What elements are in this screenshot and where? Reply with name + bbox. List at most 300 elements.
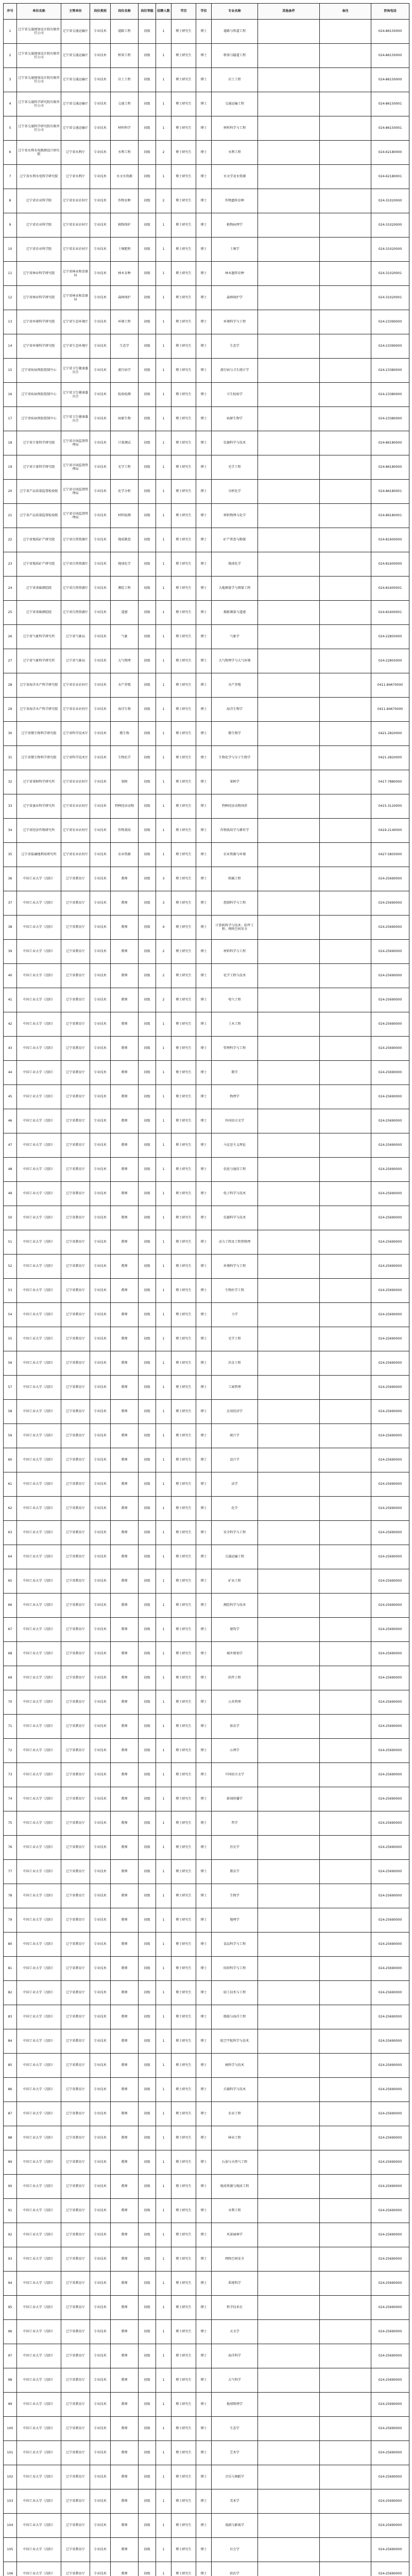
table-cell: 博士	[196, 2514, 212, 2538]
table-row	[4, 940, 409, 964]
table-cell: 93	[4, 2247, 17, 2272]
table-cell	[258, 2029, 320, 2054]
table-cell: 024-25690000	[371, 940, 409, 964]
table-cell: 天文学	[212, 2320, 258, 2344]
table-cell: 博士	[196, 916, 212, 940]
table-cell: 1	[156, 383, 171, 407]
table-cell: 博士	[196, 334, 212, 359]
table-cell: 1	[156, 262, 171, 286]
table-cell: 物理学	[212, 1085, 258, 1109]
table-cell: 博士	[196, 1860, 212, 1884]
table-cell	[258, 819, 320, 843]
table-cell: 辽宁省卫生健康委员会	[61, 383, 90, 407]
table-cell: 果树学	[212, 770, 258, 794]
table-cell: 博士研究生	[171, 1279, 196, 1303]
table-cell: 初级	[139, 528, 156, 552]
table-cell	[320, 1933, 371, 1957]
table-row	[4, 1206, 409, 1230]
table-cell: 21	[4, 504, 17, 528]
table-cell: 博士	[196, 116, 212, 141]
table-row	[4, 1739, 409, 1763]
table-cell: 辽宁省交通运输厅	[61, 44, 90, 68]
table-cell	[258, 1690, 320, 1715]
table-cell: 初级	[139, 1715, 156, 1739]
table-cell: 专业技术	[90, 2417, 111, 2441]
table-cell: 中国工业大学（沈阳）	[17, 940, 61, 964]
table-cell: 初级	[139, 770, 156, 794]
table-cell	[258, 1642, 320, 1666]
table-cell: 辽宁省市场监督管理局	[61, 480, 90, 504]
table-cell: 博士研究生	[171, 383, 196, 407]
table-cell: 78	[4, 1884, 17, 1908]
table-cell: 专业技术	[90, 2175, 111, 2199]
table-cell: 教师	[111, 1836, 139, 1860]
table-cell	[258, 2320, 320, 2344]
table-cell: 66	[4, 1594, 17, 1618]
table-cell: 博士	[196, 359, 212, 383]
table-cell: 专业技术	[90, 1255, 111, 1279]
table-cell: 1	[156, 1908, 171, 1933]
table-cell: 博士	[196, 2441, 212, 2465]
table-cell: 政治学	[212, 2562, 258, 2576]
table-cell: 辽宁省海洋水产科学研究院	[17, 673, 61, 698]
table-cell: 辽宁省交通运输厅	[61, 20, 90, 44]
table-cell: 024-25690000	[371, 1109, 409, 1133]
table-cell: 辽宁省蚕业科学研究所	[17, 794, 61, 819]
table-cell	[258, 649, 320, 673]
table-cell: 测绘科学与技术	[212, 1594, 258, 1618]
table-cell	[320, 1763, 371, 1787]
table-cell	[258, 940, 320, 964]
table-cell: 54	[4, 1303, 17, 1327]
table-cell	[258, 867, 320, 891]
table-cell: 中国工业大学（沈阳）	[17, 2489, 61, 2514]
table-cell: 初级	[139, 1811, 156, 1836]
table-cell: 中国语言文学	[212, 1763, 258, 1787]
table-cell: 博士	[196, 68, 212, 92]
table-cell: 博士研究生	[171, 44, 196, 68]
table-cell	[320, 867, 371, 891]
table-row	[4, 843, 409, 867]
table-cell: 024-25690000	[371, 1497, 409, 1521]
table-cell: 博士研究生	[171, 116, 196, 141]
table-row	[4, 2514, 409, 2538]
table-cell: 博士研究生	[171, 1884, 196, 1908]
table-cell	[258, 1255, 320, 1279]
table-cell: 19	[4, 455, 17, 480]
table-cell: 博士	[196, 1787, 212, 1811]
table-cell	[320, 1836, 371, 1860]
table-cell	[320, 649, 371, 673]
table-cell: 1	[156, 68, 171, 92]
table-cell: 初级	[139, 1376, 156, 1400]
table-cell: 体育学	[212, 1715, 258, 1739]
table-cell: 初级	[139, 238, 156, 262]
table-cell: 土木工程	[212, 1012, 258, 1037]
table-cell: 博士	[196, 2344, 212, 2368]
table-cell: 024-25690000	[371, 1642, 409, 1666]
table-cell: 辽宁省交通规划设计院有限责任公司	[17, 68, 61, 92]
table-cell: 专业技术	[90, 1908, 111, 1933]
table-cell	[320, 625, 371, 649]
table-cell: 1	[156, 2223, 171, 2247]
table-cell: 中国工业大学（沈阳）	[17, 1012, 61, 1037]
table-cell: 辽宁省农业科学院	[17, 213, 61, 238]
table-cell: 中国工业大学（沈阳）	[17, 2005, 61, 2029]
table-cell	[258, 2417, 320, 2441]
table-row	[4, 68, 409, 92]
table-cell: 博士研究生	[171, 528, 196, 552]
table-cell	[258, 1521, 320, 1545]
table-cell	[320, 165, 371, 189]
table-cell: 音乐与舞蹈学	[212, 2465, 258, 2489]
table-cell: 49	[4, 1182, 17, 1206]
table-cell: 初级	[139, 2102, 156, 2126]
table-cell: 博士研究生	[171, 891, 196, 916]
table-row	[4, 1061, 409, 1085]
table-cell: 辽宁省教育厅	[61, 1545, 90, 1569]
table-cell	[320, 2199, 371, 2223]
table-cell: 博士	[196, 673, 212, 698]
table-cell	[320, 1472, 371, 1497]
table-cell: 专业技术	[90, 2368, 111, 2393]
table-cell: 初级	[139, 20, 156, 44]
table-cell: 024-25690000	[371, 1763, 409, 1787]
table-cell: 教师	[111, 1279, 139, 1303]
table-cell	[320, 504, 371, 528]
table-cell: 石油与天然气工程	[212, 2150, 258, 2175]
table-row	[4, 819, 409, 843]
table-row	[4, 1376, 409, 1400]
table-cell: 博士研究生	[171, 1618, 196, 1642]
table-cell: 辽宁省环境科学研究院	[17, 310, 61, 334]
table-cell: 博士	[196, 2247, 212, 2272]
table-cell: 博士研究生	[171, 746, 196, 770]
table-cell: 海洋科学	[212, 2344, 258, 2368]
table-cell: 教师	[111, 1085, 139, 1109]
table-cell: 博士	[196, 2465, 212, 2489]
table-cell: 材料科学与工程	[212, 116, 258, 141]
table-cell: 1	[156, 1545, 171, 1569]
table-cell: 024-25690000	[371, 2126, 409, 2150]
table-cell: 63	[4, 1521, 17, 1545]
table-row	[4, 1908, 409, 1933]
table-cell: 博士	[196, 1085, 212, 1109]
table-cell: 29	[4, 698, 17, 722]
table-cell: 024-25690000	[371, 2417, 409, 2441]
table-cell: 辽宁省林业和草原局	[61, 286, 90, 310]
table-cell: 教师	[111, 1376, 139, 1400]
table-cell: 1	[156, 213, 171, 238]
table-cell: 专业技术	[90, 431, 111, 455]
table-cell: 20	[4, 480, 17, 504]
table-cell: 辽宁省农业农村厅	[61, 189, 90, 213]
table-row	[4, 1085, 409, 1109]
table-cell: 博士研究生	[171, 2514, 196, 2538]
table-cell: 中国工业大学（沈阳）	[17, 1497, 61, 1521]
table-cell: 辽宁省生态环境厅	[61, 334, 90, 359]
table-cell: 中国工业大学（沈阳）	[17, 2078, 61, 2102]
table-cell: 摄影测量与遥感	[212, 601, 258, 625]
table-cell: 中国工业大学（沈阳）	[17, 1642, 61, 1666]
table-header-row	[4, 4, 409, 20]
table-cell: 专业技术	[90, 1545, 111, 1569]
table-cell: 2	[156, 189, 171, 213]
table-cell: 教师	[111, 1884, 139, 1908]
table-cell: 0411-84670000	[371, 673, 409, 698]
table-cell	[320, 1061, 371, 1085]
table-cell: 教师	[111, 1933, 139, 1957]
table-cell: 水利工程	[212, 141, 258, 165]
table-cell: 教师	[111, 2489, 139, 2514]
table-cell: 教师	[111, 1618, 139, 1642]
table-cell: 初级	[139, 1569, 156, 1594]
table-cell: 辽宁省市场监督管理局	[61, 504, 90, 528]
table-cell: 中国工业大学（沈阳）	[17, 891, 61, 916]
table-cell: 专业技术	[90, 2126, 111, 2150]
table-row	[4, 1569, 409, 1594]
table-cell: 博士研究生	[171, 673, 196, 698]
table-cell: 辽宁省教育厅	[61, 2368, 90, 2393]
table-cell: 博士	[196, 1230, 212, 1255]
table-cell	[320, 1303, 371, 1327]
table-cell	[320, 2126, 371, 2150]
table-cell: 专业技术	[90, 916, 111, 940]
table-cell: 初级	[139, 1061, 156, 1085]
table-cell: 专业技术	[90, 2465, 111, 2489]
table-cell: 1	[156, 359, 171, 383]
table-cell: 博士	[196, 1303, 212, 1327]
table-cell: 辽宁省自然资源厅	[61, 601, 90, 625]
table-cell: 船舶与海洋工程	[212, 2005, 258, 2029]
table-cell: 57	[4, 1376, 17, 1400]
table-cell: 计量测试	[111, 431, 139, 455]
column-header: 岗位名称	[111, 4, 139, 20]
table-cell: 控制科学与工程	[212, 891, 258, 916]
table-cell: 专业技术	[90, 2489, 111, 2514]
table-cell: 6	[4, 141, 17, 165]
table-cell: 102	[4, 2465, 17, 2489]
table-cell: 1	[156, 1012, 171, 1037]
table-cell: 初级	[139, 843, 156, 867]
table-cell	[258, 1908, 320, 1933]
table-cell: 岩土工程	[111, 68, 139, 92]
table-cell: 博士研究生	[171, 770, 196, 794]
table-cell: 交通运输工程	[212, 1545, 258, 1569]
table-cell: 专业技术	[90, 310, 111, 334]
table-cell: 初级	[139, 383, 156, 407]
table-cell: 辽宁省教育厅	[61, 1981, 90, 2005]
table-cell: 辽宁省教育厅	[61, 1569, 90, 1594]
table-cell: 16	[4, 383, 17, 407]
table-cell: 32	[4, 770, 17, 794]
table-cell: 中国工业大学（沈阳）	[17, 1933, 61, 1957]
table-cell: 中国工业大学（沈阳）	[17, 1255, 61, 1279]
table-cell: 2	[156, 988, 171, 1012]
table-cell: 024-25690000	[371, 1521, 409, 1545]
table-cell: 1	[4, 20, 17, 44]
table-cell: 博士研究生	[171, 2538, 196, 2562]
table-cell: 辽宁省教育厅	[61, 2489, 90, 2514]
table-cell: 1	[156, 455, 171, 480]
table-cell: 博士研究生	[171, 1133, 196, 1158]
table-cell: 中国工业大学（沈阳）	[17, 1666, 61, 1690]
table-cell: 信息与通信工程	[212, 1158, 258, 1182]
table-cell: 0411-84670000	[371, 698, 409, 722]
table-cell: 106	[4, 2562, 17, 2576]
table-cell: 辽宁省教育厅	[61, 1255, 90, 1279]
table-cell: 专业技术	[90, 2562, 111, 2576]
table-cell: 教师	[111, 1109, 139, 1133]
table-cell: 博士研究生	[171, 359, 196, 383]
table-cell: 初级	[139, 1957, 156, 1981]
table-cell	[258, 2514, 320, 2538]
table-cell: 博士	[196, 988, 212, 1012]
table-cell: 80	[4, 1933, 17, 1957]
table-cell: 教师	[111, 1037, 139, 1061]
table-cell: 博士	[196, 1569, 212, 1594]
table-cell	[320, 1787, 371, 1811]
table-cell: 中国工业大学（沈阳）	[17, 1860, 61, 1884]
table-cell: 72	[4, 1739, 17, 1763]
table-cell: 初级	[139, 940, 156, 964]
table-cell: 教师	[111, 2296, 139, 2320]
table-cell: 博士研究生	[171, 2320, 196, 2344]
table-cell	[320, 2296, 371, 2320]
table-row	[4, 2441, 409, 2465]
table-cell: 中国工业大学（沈阳）	[17, 1182, 61, 1206]
table-cell: 教师	[111, 1230, 139, 1255]
recruitment-table	[3, 3, 409, 2576]
table-cell	[320, 819, 371, 843]
table-cell: 024-25690000	[371, 2272, 409, 2296]
table-cell: 博士研究生	[171, 1739, 196, 1763]
table-cell: 辽宁省环境科学研究院	[17, 334, 61, 359]
table-cell: 024-25690000	[371, 1884, 409, 1908]
table-cell	[320, 44, 371, 68]
table-cell: 教师	[111, 1327, 139, 1351]
table-cell: 1	[156, 1303, 171, 1327]
table-cell: 1	[156, 2562, 171, 2576]
table-cell: 1	[156, 310, 171, 334]
table-cell: 辽宁省交通运输厅	[61, 92, 90, 116]
table-cell: 航空宇航科学与技术	[212, 2029, 258, 2054]
table-cell	[258, 310, 320, 334]
table-cell: 博士	[196, 2029, 212, 2054]
table-cell: 教师	[111, 2514, 139, 2538]
table-cell: 博士	[196, 2175, 212, 2199]
table-cell	[258, 1787, 320, 1811]
table-cell: 1	[156, 2247, 171, 2272]
table-cell: 教师	[111, 1303, 139, 1327]
table-cell: 博士研究生	[171, 92, 196, 116]
table-cell: 辽宁省教育厅	[61, 1448, 90, 1472]
table-cell: 024-22850000	[371, 649, 409, 673]
table-cell: 专业技术	[90, 794, 111, 819]
table-cell	[320, 1569, 371, 1594]
table-cell: 中国工业大学（沈阳）	[17, 1303, 61, 1327]
table-cell: 道路与铁道工程	[212, 20, 258, 44]
table-cell: 1	[156, 1787, 171, 1811]
table-cell: 分析化学	[212, 480, 258, 504]
table-row	[4, 431, 409, 455]
table-cell: 博士	[196, 262, 212, 286]
table-cell	[258, 1715, 320, 1739]
column-header: 其他条件	[258, 4, 320, 20]
table-cell: 博士	[196, 1158, 212, 1182]
table-cell	[320, 2344, 371, 2368]
table-cell: 博士	[196, 383, 212, 407]
table-cell: 专业技术	[90, 2320, 111, 2344]
table-cell: 作物栽培学与耕作学	[212, 819, 258, 843]
table-cell: 96	[4, 2320, 17, 2344]
table-cell: 1	[156, 1133, 171, 1158]
table-cell: 博士研究生	[171, 649, 196, 673]
table-cell: 初级	[139, 916, 156, 940]
table-cell: 教师	[111, 1400, 139, 1424]
table-cell: 初级	[139, 1545, 156, 1569]
table-cell: 辽宁省教育厅	[61, 2514, 90, 2538]
table-cell: 中国工业大学（沈阳）	[17, 1327, 61, 1351]
table-cell: 中国工业大学（沈阳）	[17, 2465, 61, 2489]
table-cell: 024-81600000	[371, 528, 409, 552]
table-cell	[258, 455, 320, 480]
table-cell: 作物遗传育种	[212, 189, 258, 213]
table-cell	[258, 1811, 320, 1836]
table-cell: 024-25690000	[371, 2562, 409, 2576]
table-cell	[258, 1424, 320, 1448]
table-cell: 专业技术	[90, 1327, 111, 1351]
table-cell: 18	[4, 431, 17, 455]
table-cell: 教师	[111, 2175, 139, 2199]
table-cell	[258, 334, 320, 359]
table-cell: 辽宁省教育厅	[61, 1376, 90, 1400]
table-cell: 1	[156, 1618, 171, 1642]
table-cell: 辽宁省农业农村厅	[61, 794, 90, 819]
table-cell: 辽宁省教育厅	[61, 988, 90, 1012]
table-cell: 博士	[196, 722, 212, 746]
table-cell	[320, 213, 371, 238]
table-cell: 5	[4, 116, 17, 141]
table-cell: 辽宁省交通科学研究院有限责任公司	[17, 92, 61, 116]
table-cell	[320, 334, 371, 359]
table-cell	[320, 2102, 371, 2126]
table-cell: 024-25690000	[371, 1666, 409, 1690]
table-cell	[258, 1594, 320, 1618]
table-cell	[258, 577, 320, 601]
table-cell: 初级	[139, 698, 156, 722]
table-cell: 辽宁省市场监督管理局	[61, 455, 90, 480]
table-cell: 外国语言文学	[212, 1109, 258, 1133]
table-cell: 初级	[139, 1424, 156, 1448]
table-cell: 辽宁省林业和草原局	[61, 262, 90, 286]
table-cell	[320, 1037, 371, 1061]
column-header: 单位名称	[17, 4, 61, 20]
table-row	[4, 2005, 409, 2029]
table-cell: 教师	[111, 1521, 139, 1545]
table-cell: 1	[156, 1279, 171, 1303]
table-cell: 1	[156, 1497, 171, 1521]
table-cell: 专业技术	[90, 2078, 111, 2102]
table-cell: 024-25690000	[371, 2368, 409, 2393]
table-cell: 1	[156, 1763, 171, 1787]
table-cell	[320, 1545, 371, 1569]
table-row	[4, 334, 409, 359]
table-cell: 024-25690000	[371, 1279, 409, 1303]
table-cell: 75	[4, 1811, 17, 1836]
table-cell: 3	[4, 68, 17, 92]
table-cell: 024-25690000	[371, 2247, 409, 2272]
